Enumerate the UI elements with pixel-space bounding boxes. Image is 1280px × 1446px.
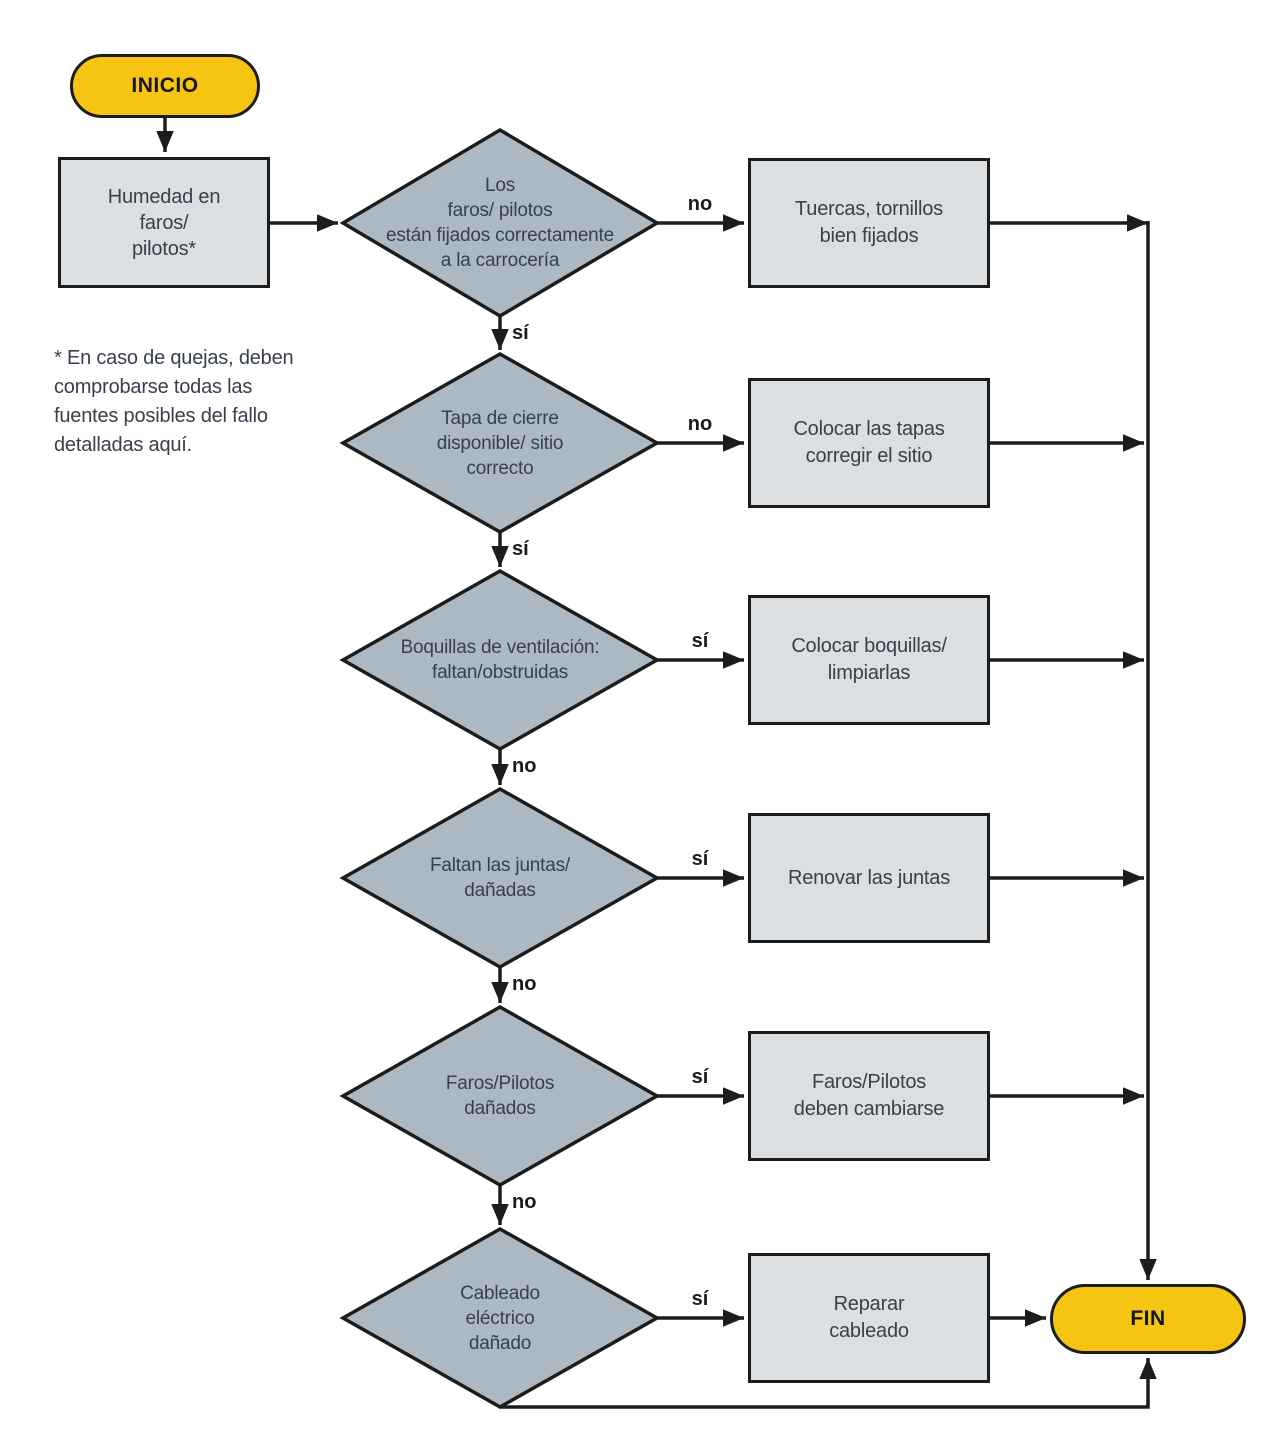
footnote [54, 344, 324, 460]
branch-label: sí [512, 538, 529, 560]
footnote-line: detalladas aquí. [54, 434, 193, 456]
decision-line: faros/ pilotos [447, 200, 553, 221]
decision-line: disponible/ sitio [436, 432, 564, 454]
decision-line: Cableado [460, 1282, 540, 1304]
action-line: Tuercas, tornillos [795, 198, 943, 220]
decision-line: a la carrocería [440, 250, 560, 271]
decision-line: dañado [468, 1332, 532, 1354]
decision-text-wiring [360, 1248, 640, 1388]
decision-text-cover [360, 373, 640, 513]
branch-label: sí [512, 322, 529, 344]
decision-line: dañados [464, 1098, 536, 1119]
decision-text-seals [360, 808, 640, 948]
branch-label: sí [691, 1288, 709, 1310]
decision-text-damaged-lights [360, 1026, 640, 1166]
branch-label: no [512, 755, 537, 777]
action-line: deben cambiarse [793, 1098, 945, 1120]
action-box-covers [748, 378, 990, 508]
action-box-vents [748, 595, 990, 725]
action-line: bien fijados [819, 225, 919, 247]
footnote-line: comprobarse todas las [54, 376, 253, 398]
decision-line: eléctrico [465, 1307, 535, 1329]
action-box-seals [748, 813, 990, 943]
action-line: limpiarlas [827, 662, 911, 684]
action-line: Colocar boquillas/ [791, 635, 947, 657]
action-line: Faros/Pilotos [811, 1071, 927, 1093]
decision-text-vents [360, 590, 640, 730]
branch-label: sí [691, 630, 709, 652]
action-line: cableado [829, 1320, 909, 1342]
footnote-line: fuentes posibles del fallo [54, 405, 268, 427]
action-line: Reparar [833, 1293, 905, 1315]
end-node [1050, 1284, 1246, 1354]
decision-line: Boquillas de ventilación: [400, 637, 600, 658]
branch-label: no [512, 1191, 537, 1213]
branch-label: sí [691, 848, 709, 870]
decision-line: Los [484, 175, 516, 196]
footnote-line: * En caso de quejas, deben [54, 347, 294, 369]
branch-label: no [512, 973, 537, 995]
action-line: Renovar las juntas [787, 866, 951, 889]
decision-line: dañadas [464, 880, 536, 901]
source-line: Humedad en [107, 185, 221, 208]
action-box-replace-lights [748, 1031, 990, 1161]
decision-line: están fijados correctamente [386, 225, 614, 246]
action-box-repair-wiring [748, 1253, 990, 1383]
start-node [70, 54, 260, 118]
branch-label: no [687, 413, 713, 435]
decision-line: correcto [466, 457, 534, 479]
end-label: FIN [1130, 1307, 1166, 1330]
decision-line: Faltan las juntas/ [429, 855, 571, 876]
source-line: pilotos* [132, 237, 196, 260]
source-line: faros/ [139, 211, 189, 234]
decision-text-fixing [360, 153, 640, 293]
action-box-fasteners [748, 158, 990, 288]
branch-label: no [687, 193, 713, 215]
decision-line: faltan/obstruidas [431, 662, 569, 683]
action-line: corregir el sitio [805, 445, 933, 467]
action-line: Colocar las tapas [793, 418, 945, 440]
source-box [58, 157, 270, 288]
start-label: INICIO [131, 74, 199, 97]
decision-line: Faros/Pilotos [445, 1073, 555, 1094]
branch-label: sí [691, 1066, 709, 1088]
decision-line: Tapa de cierre [441, 407, 559, 429]
